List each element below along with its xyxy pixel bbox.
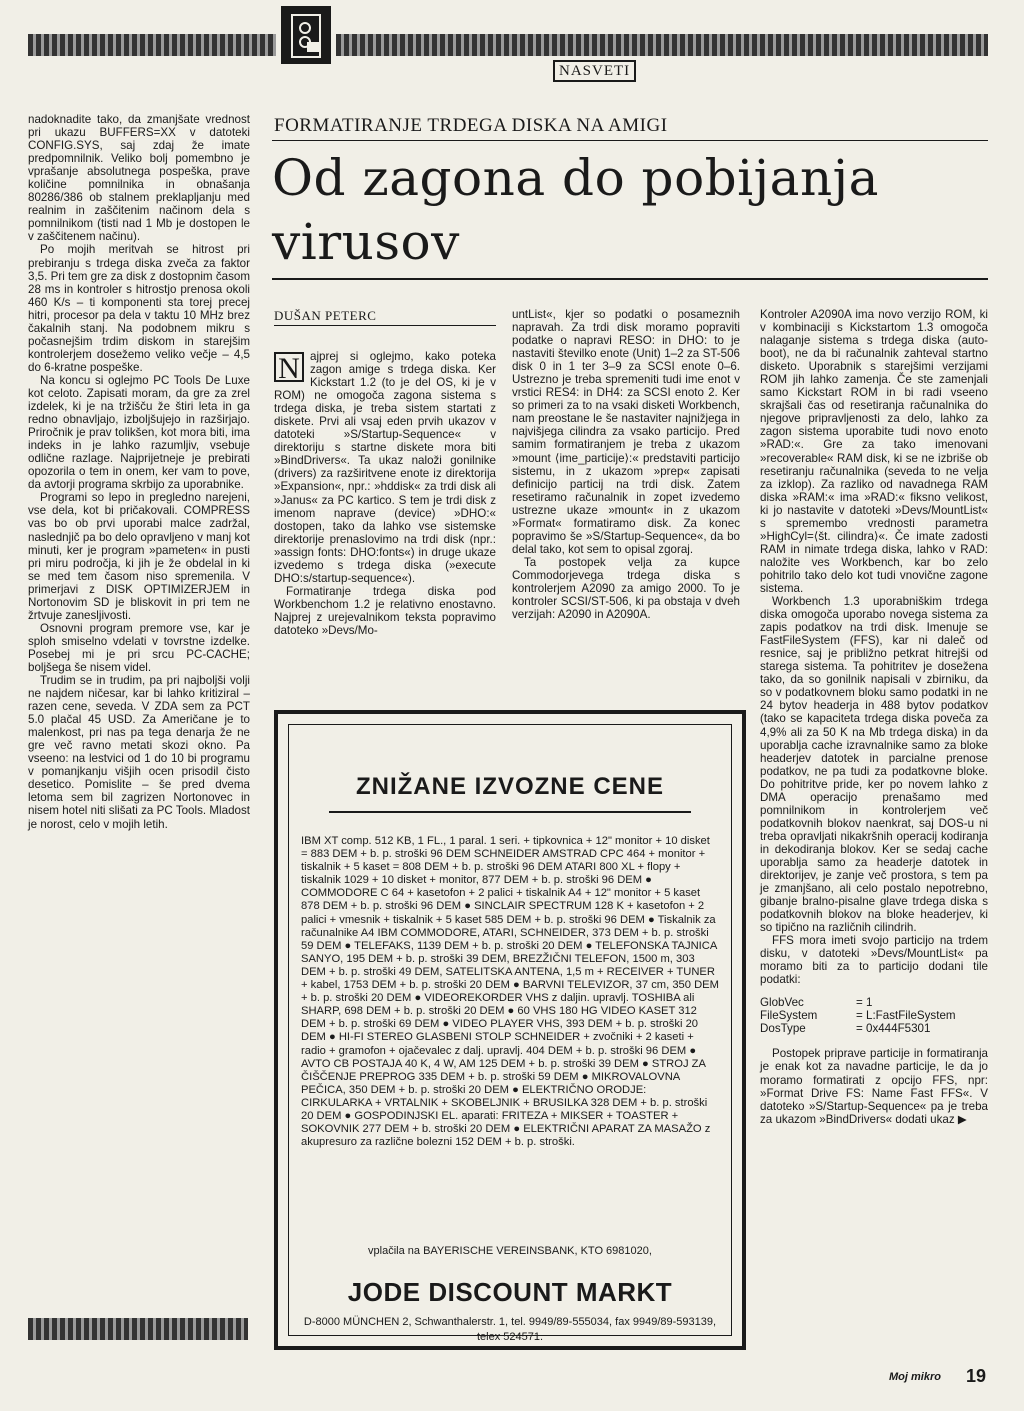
author-rule (274, 325, 496, 326)
param-key: GlobVec (760, 996, 804, 1010)
article-title: Od zagona do pobijanja virusov (272, 149, 879, 271)
right-paragraph: Kontroler A2090A ima novo verzijo ROM, ki v kombinaciji s Kickstartom 1.3 omogoča nalaganje sistema s trdega diska (auto-boot), ne da bi računalnik zahteval startno disketo. Uporabnik s starejšimi verzijami ROM jih lahko zamenja. Če ste zamenjali samo Kickstart ROM in bi radi vseeno skrajšali čas od resetiranja računalnika do njegove pripravljenosti za delo, lahko za zagon sistema uporabite tudi novo enoto »RAD:«. Gre za tako imenovani »recoverable« RAM disk, ki se ne izbriše ob resetiranju računalnika (seveda to ne velja za izklop). Za razliko od navadnega RAM diska »RAM:« ima »RAD:« fiksno velikost, ki jo nastavite v datoteki »Devs/MountList« s spremembo vrednosti parametra »HighCyl=⟨št. cilindra⟩«. Če imate zadosti RAM in nimate trdega diska, lahko v RAD: naložite ves Workbench, kar bo zelo pohitrilo tako delo kot tudi vnovične zagone sistema. (760, 308, 988, 595)
param-value: = L:FastFileSystem (856, 1009, 956, 1023)
mountlist-params (760, 996, 956, 1035)
left-paragraph: Na koncu si oglejmo PC Tools De Luxe kot celoto. Zapisati moram, da gre za zrel izdelek, ki je na tržišču že štiri leta in ga redno obnavljajo, izboljšujejo in razširjajo. Priročnik je prav tolikšen, kot mora biti, ima indeks in je lahko razumljiv, vsebuje odlične razlage. Najprijetneje je prebirati opozorila o tem in onem, ker vam to pove, da avtorji programa skrbijo za uporabnike. (28, 373, 250, 492)
right-paragraph (760, 1047, 988, 1125)
ad-inner-frame (288, 724, 732, 1343)
left-paragraph: Programi so lepo in pregledno narejeni, vse dela, kot bi pričakovali. COMPRESS vas bo ob prvi uporabi malce zadržal, naslednjič pa bo delo opravljeno v manj kot minuti, ker je program »pameten« in pusti pri miru področja, ki jih je že obdelal in ki se med tem časom niso spremenila. V primerjavi z DISK OPTIMIZERJEM in Nortonovim SD je bliskovit in pri tem ne žrtvuje zanesljivosti. (28, 491, 250, 622)
ad-market-name: JODE DISCOUNT MARKT (347, 1277, 673, 1307)
right-paragraph: FFS mora imeti svojo particijo na trdem disku, v datoteki »Devs/MountList« pa moramo biti za to particijo dodani tile podatki: (760, 934, 988, 987)
middle-lead-text: ajprej si oglejmo, kako poteka zagon amige s trdega diska. Ker Kickstart 1.2 (to je del OS, ki je v ROM) ne omogoča zagona sistema s trdega diska, je treba sistem startati z diskete. Prvi ali vsaj eden prvih ukazov v datoteki »S/Startup-Sequence« v direktoriju s startne diskete mora biti »BindDrivers«. Ta ukaz naloži gonilnike (drivers) za razširitvene enote iz direktorija »Expansion«, npr.: »hddisk« za trdi disk ali »Janus« za PC kartico. S tem je trdi disk z imenom naprave (device) »DHO:« dostopen, tako da lahko vse sistemske direktorije prenaslovimo na trdi disk (npr.: »assign fonts: DHO:fonts«) in druge ukaze izvedemo s trdega diska (»execute DHO:s/startup-sequence«). (274, 350, 496, 585)
continue-arrow-icon: ▶ (957, 1112, 967, 1126)
ad-bank-line: vplačila na BAYERISCHE VEREINSBANK, KTO 6981020, (368, 1245, 652, 1257)
right-column (760, 308, 988, 1126)
param-row (760, 996, 956, 1009)
left-paragraph: Osnovni program premore vse, kar je sploh smiselno vdelati v tovrstne izdelke. Posebej mi je pri srcu PC-CACHE; boljšega še nisem videl. (28, 621, 250, 674)
magazine-name: Moj mikro (889, 1371, 941, 1383)
drop-cap: N (274, 352, 304, 382)
third-paragraph: untList«, kjer so podatki o posameznih napravah. Za trdi disk moramo popraviti podatke o napravi RESO: in DHO: to je nastaviti številko enote (Unit) 1–2 za ST-506 disk 0 in 1 ter 3–9 za SCSI enote 0–6. Ustrezno je treba spremeniti tudi ime enot v vrstici RES4: in DH4: za SCSI enoto 2. Ker so primeri za to na vsaki disketi Workbench, nam preostane le še nastaviter najnižjega in najvišjega cilindra za vsako particijo. Pred samim formatiranjem je treba z ukazom »mount ⟨ime_particije⟩:« predstaviti particijo sistemu, in z ukazom »prep« zapisati definicijo particij na trdi disk. Zatem resetiramo računalnik in zopet izvedemo ustrezne ukaze »mount« in z ukazom »Format« formatiramo disk. Za konec popravimo še »S/Startup-Sequence«, da bo delal tako, kot sem to opisal zgoraj. (512, 308, 740, 556)
param-key: DosType (760, 1022, 806, 1036)
ad-title-underline (329, 811, 691, 813)
left-paragraph: Trudim se in trudim, pa pri najboljši volji ne najdem ničesar, kar bi lahko kritiziral – razen cene, seveda. V ZDA sem za PCT 5.0 plačal 45 USD. Za Američane je to malenkost, pri nas pa tega denarja že ne gre več ravno metati skozi okno. Pa vseeno: na lestvici od 1 do 10 bi programu v pomanjkanju višjih ocen prisodil čisto desetico. Pomislite – še pred dvema letoma sem bil zagrizen Nortonovec in nisem hotel niti slišati za PC Tools. Mladost je norost, celo v mojih letih. (28, 674, 250, 831)
bottom-bar-left (28, 1318, 248, 1340)
kicker-rule (272, 140, 988, 141)
advertisement (274, 710, 746, 1350)
right-tail-text: Postopek priprave particije in formatiranja je enak kot za navadne particije, le da jo moramo formatirati z opcijo FFS, npr: »Format Drive FS: Name Fast FFS«. V datoteko »S/Startup-Sequence« pa je treba za ukazom »BindDrivers« dodati ukaz (760, 1047, 988, 1126)
middle-column (274, 350, 496, 637)
top-bar-right (336, 34, 988, 56)
page-number: 19 (966, 1366, 987, 1386)
article-author: DUŠAN PETERC (274, 308, 377, 323)
param-value: = 0x444F5301 (856, 1022, 931, 1036)
middle-paragraph: Formatiranje trdega diska pod Workbenchom 1.2 je relativno enostavno. Najprej z urejevalnikom teksta popravimo datoteko »Devs/Mo- (274, 584, 496, 637)
top-bar-left (28, 34, 276, 56)
third-column (512, 308, 740, 621)
computer-logo-icon (281, 6, 331, 64)
right-paragraph: Workbench 1.3 uporabniškim trdega diska omogoča uporabo novega sistema za zapis podatkov na trdi disk. Imenuje se FastFileSystem (FFS), kar ni daleč od resnice, saj je približno petkrat hitrejši od starega sistema. Ta pohitritev je dosežena tako, da so gonilnik napisali v zbirniku, da so v podatkovnem bloku samo podatki in ne 24 bytov headerja in 488 bytov podatkov (tako se kapaciteta trdega diska poveča za 4,9% ali za 50 K na Mb trdega diska) in da uporablja cache izravnalnike samo za bloke headerjev datotek in parcialne prenose podatkov, ne pa tudi za podatkovne bloke. Do pohitritve pride, ker po novem lahko z DMA operacijo prenašamo med pomnilnikom in kontrolerjem več podatkovnih blokov naenkrat, saj DOS-u ni treba opravljati nikakršnih operacij kodiranja in dekodiranja blokov. Ker se sedaj cache uporablja samo za headerje datotek in direktorijev, je zanje več prostora, s tem pa je zmanjšano, ali celo postalo nepotrebno, gibanje bralno-pisalne glave trdega diska s podatkovnih blokov na bloke headerjev, ki so tipično na različnih cilindrih. (760, 595, 988, 935)
left-column (28, 113, 250, 831)
ad-address: D-8000 MÜNCHEN 2, Schwanthalerstr. 1, tel. 9949/89-555034, fax 9949/89-593139, telex 524571. (303, 1316, 717, 1343)
left-paragraph: nadoknadite tako, da zmanjšate vrednost pri ukazu BUFFERS=XX v datoteki CONFIG.SYS, saj zdaj že imate predpomnilnik. Veliko bolj pomembno je vprašanje absolutnega pospeška, prave količine pomnilnika in obnašanja 80286/386 ob stalnem preklapljanju med realnim in zaščitenim načinom dela s pomnilnikom (tisti nad 1 Mb je dostopen le v zaščitenem načinu). (28, 113, 250, 244)
param-value: = 1 (856, 996, 873, 1010)
left-paragraph: Po mojih meritvah se hitrost pri prebiranju s trdega diska zveča za faktor 3,5. Pri tem gre za disk z dostopnim časom 28 ms in kontroler s hitrostjo prenosa okoli 460 K/s – ti komponenti sta torej precej hitri, procesor pa dela v taktu 10 MHz brez čakalnih stanj. Na podobnem mikru s počasnejšim trdim diskom in starejšim kontrolerjem dosežemo veliko večje – 4,5 do 6-kratne pospeške. (28, 243, 250, 374)
section-tag: NASVETI (553, 60, 636, 82)
title-rule (272, 278, 988, 280)
ad-title: ZNIŽANE IZVOZNE CENE (355, 773, 664, 800)
article-kicker: FORMATIRANJE TRDEGA DISKA NA AMIGI (274, 115, 668, 136)
middle-paragraph (274, 350, 496, 585)
param-row (760, 1009, 956, 1022)
ad-body: IBM XT comp. 512 KB, 1 FL., 1 paral. 1 seri. + tipkovnica + 12" monitor + 10 disket = 883 DEM + b. p. stroški 96 DEM SCHNEIDER AMSTRAD CPC 464 + monitor + tiskalnik + 5 kaset = 808 DEM + b. p. stroški 96 DEM ATARI 800 XL + flopy + tiskalnik 1029 + 10 disket + monitor, 877 DEM + b. p. stroški 96 DEM ● COMMODORE C 64 + kasetofon + 2 palici + tiskalnik A4 + 12" monitor + 5 kaset 878 DEM + b. p. stroški 96 DEM ● SINCLAIR SPECTRUM 128 K + kasetofon + 2 palici + vmesnik + tiskalnik + 5 kaset 585 DEM + b. p. stroški 96 DEM ● Tiskalnik za računalnike A4 IBM COMMODORE, ATARI, SCHNEIDER, 373 DEM + b. p. stroški 59 DEM ● TELEFAKS, 1139 DEM + b. p. stroški 20 DEM ● TELEFONSKA TAJNICA SANYO, 195 DEM + b. p. stroški 39 DEM, BREZŽIČNI TELEFON, 1500 m, 303 DEM + b. p. stroški 49 DEM, SATELITSKA ANTENA, 1,5 m + RECEIVER + TUNER + kabel, 1753 DEM + b. p. stroški 20 DEM ● BARVNI TELEVIZOR, 37 cm, 350 DEM + b. p. stroški 20 DEM ● VIDEOREKORDER VHS z daljin. upravlj. TOSHIBA ali SHARP, 698 DEM + b. p. stroški 20 DEM ● 60 VHS 180 HG VIDEO KASET 312 DEM + b. p. stroški 69 DEM ● VIDEO PLAYER VHS, 393 DEM + b. p. stroški 20 DEM ● HI-FI STEREO GLASBENI STOLP SCHNEIDER + zvočniki + 2 kaseti + radio + gramofon + ojačevalec z dalj. upravlj. 404 DEM + b. p. stroški 96 DEM ● AVTO CB POSTAJA 40 K, 4 W, AM 125 DEM + b. p. stroški 39 DEM ● STROJ ZA ČIŠČENJE PREPROG 335 DEM + b. p. stroški 59 DEM ● MIKROVALOVNA PEČICA, 350 DEM + b. p. stroški 20 DEM ● ELEKTRIČNO ORODJE: CIRKULARKA + VRTALNIK + SKOBELJNIK + BRUSILKA 328 DEM + b. p. stroški 20 DEM ● GOSPODINJSKI EL. aparati: FRITEZA + MIKSER + TOASTER + SOKOVNIK 277 DEM + b. stroški 20 DEM ● ELEKTRIČNI APARAT ZA MASAŽO z akupresuro za različne bolezni 152 DEM + b. p. stroški. (301, 835, 719, 1149)
third-paragraph: Ta postopek velja za kupce Commodorjevega trdega diska s kontrolerjem A2090 za amigo 2000. To je kontroler SCSI/ST-506, ki pa obstaja v dveh verzijah: A2090 in A2090A. (512, 555, 740, 622)
param-key: FileSystem (760, 1009, 818, 1023)
param-row (760, 1022, 956, 1035)
